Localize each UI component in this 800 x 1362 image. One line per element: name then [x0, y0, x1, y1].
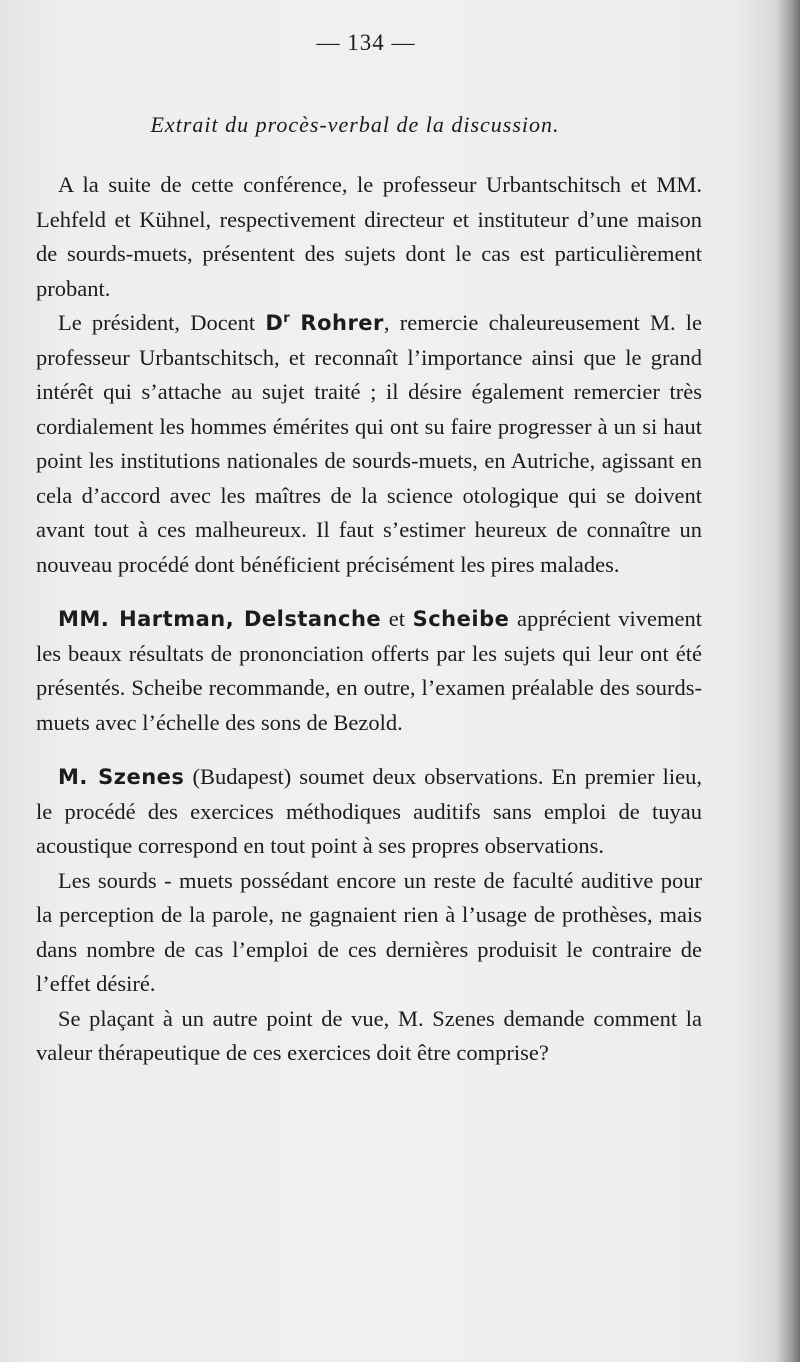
paragraph-3-conj: et	[381, 606, 413, 631]
paragraph-6: Se plaçant à un autre point de vue, M. Szenes demande comment la valeur thérapeutique de ces exercices doit être comprise?	[36, 1005, 702, 1065]
speaker-scheibe: Scheibe	[412, 607, 510, 631]
paragraph-4-text: (Budapest) soumet deux observations. En premier lieu, le procédé des exercices méthodiques auditifs sans emploi de tuyau acoustique correspond en tout point à ses propres observations.	[36, 764, 703, 858]
paragraph-2-intro: Le président, Docent	[58, 310, 266, 335]
page-number: — 134 —	[316, 30, 416, 55]
body-text	[36, 168, 702, 1071]
paragraph-5: Les sourds - muets possédant encore un reste de faculté auditive pour la perception de la parole, ne gagnaient rien à l’usage de prothèses, mais dans nombre de cas l’emploi de ces dernières produisit le contraire de l’effet désiré.	[36, 867, 702, 996]
speaker-rohrer: Rohrer	[300, 311, 384, 335]
section-heading: Extrait du procès-verbal de la discussion.	[150, 112, 560, 137]
doctor-abbrev-sup: r	[283, 311, 291, 326]
speaker-szenes: M. Szenes	[58, 765, 185, 789]
paragraph-1: A la suite de cette conférence, le professeur Urbantschitsch et MM. Lehfeld et Kühnel, respectivement directeur et instituteur d’une maison de sourds-muets, présentent des sujets dont le cas est particulièrement probant.	[36, 172, 702, 301]
paragraph-3-text: apprécient vivement les beaux résultats de prononciation offerts par les sujets qui leur ont été présentés. Scheibe recommande, en outre, l’examen préalable des sourds-muets avec l’échelle des sons de Bezold.	[36, 606, 702, 735]
paragraph-3	[36, 602, 702, 740]
paragraph-2-text: , remercie chaleureusement M. le professeur Urbantschitsch, et reconnaît l’importance ainsi que le grand intérêt qui s’attache au sujet traité ; il désire également remercier très cordialement les hommes émérites qui ont su faire progresser à un si haut point les institutions nationales de sourds-muets, en Autriche, agissant en cela d’accord avec les maîtres de la science otologique qui se doivent avant tout à ces malheureux. Il faut s’estimer heureux de connaître un nouveau procédé dont bénéficient précisément les pires malades.	[36, 310, 702, 577]
doctor-title	[265, 311, 290, 335]
doctor-abbrev: D	[265, 311, 284, 335]
paragraph-4	[36, 760, 702, 864]
paragraph-2	[36, 306, 702, 582]
speakers-hartman-delstanche: MM. Hartman, Delstanche	[58, 607, 382, 631]
